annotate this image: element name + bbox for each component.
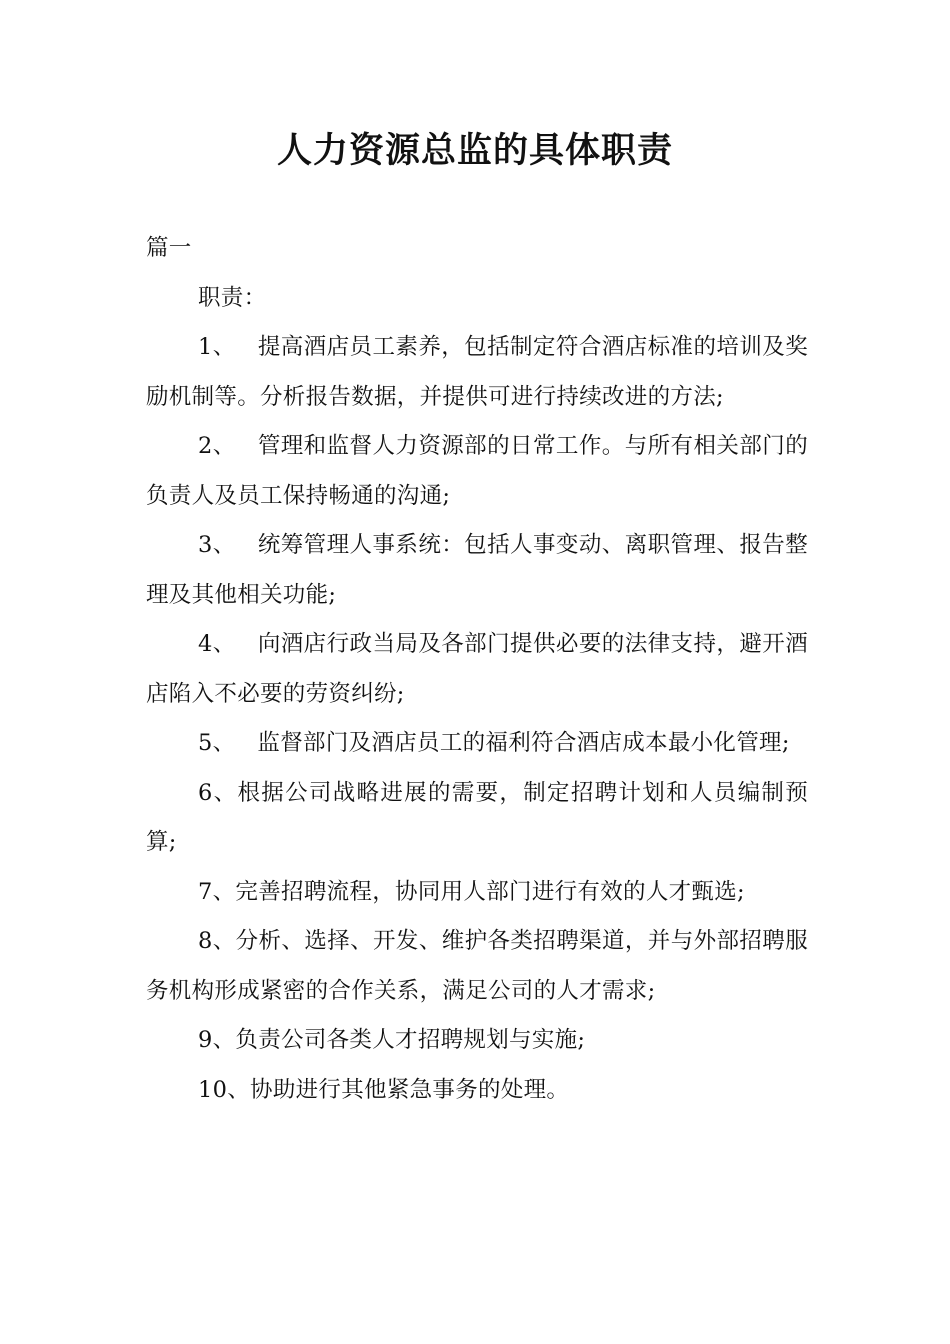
duty-text: 监督部门及酒店员工的福利符合酒店成本最小化管理; [257,730,790,756]
duty-text: 分析、选择、开发、维护各类招聘渠道，并与外部招聘服务机构形成紧密的合作关系，满足公司的人才需求; [146,928,808,1004]
duty-item-3 [146,521,808,620]
duties-heading: 职责： [198,284,267,311]
section-label: 篇一 [146,235,192,261]
duty-item-2 [146,422,808,521]
duty-text: 完善招聘流程，协同用人部门进行有效的人才甄选; [235,878,745,905]
duty-text: 统筹管理人事系统：包括人事变动、离职管理、报告整理及其他相关功能; [146,532,809,608]
duty-item-7 [146,868,808,918]
duty-item-1 [146,323,808,422]
duty-text: 向酒店行政当局及各部门提供必要的法律支持，避开酒店陷入不必要的劳资纠纷; [146,631,809,707]
duty-number: 3、 [198,532,236,558]
duty-number: 1、 [198,334,236,360]
duty-number: 10、 [198,1076,251,1103]
document-body [146,224,808,1115]
duty-number: 6、 [198,779,238,806]
document-title: 人力资源总监的具体职责 [276,131,673,171]
duty-text: 管理和监督人力资源部的日常工作。与所有相关部门的负责人及员工保持畅通的沟通; [146,433,809,509]
duty-item-4 [146,620,808,719]
duty-number: 7、 [198,878,236,905]
duty-item-9 [146,1016,808,1066]
duty-text: 根据公司战略进展的需要，制定招聘计划和人员编制预算; [146,779,808,855]
duty-item-5 [146,719,808,769]
duty-text: 协助进行其他紧急事务的处理。 [250,1076,570,1103]
duty-number: 9、 [198,1027,236,1053]
duty-item-8 [146,917,808,1016]
duty-text: 提高酒店员工素养，包括制定符合酒店标准的培训及奖励机制等。分析报告数据，并提供可进行持续改进的方法; [146,334,809,410]
duty-item-10 [146,1066,808,1116]
duty-item-6 [146,769,808,868]
duty-number: 4、 [198,631,236,657]
duty-number: 2、 [198,433,236,459]
duty-number: 5、 [198,730,236,756]
duty-text: 负责公司各类人才招聘规划与实施; [235,1027,586,1053]
duty-number: 8、 [198,928,236,954]
